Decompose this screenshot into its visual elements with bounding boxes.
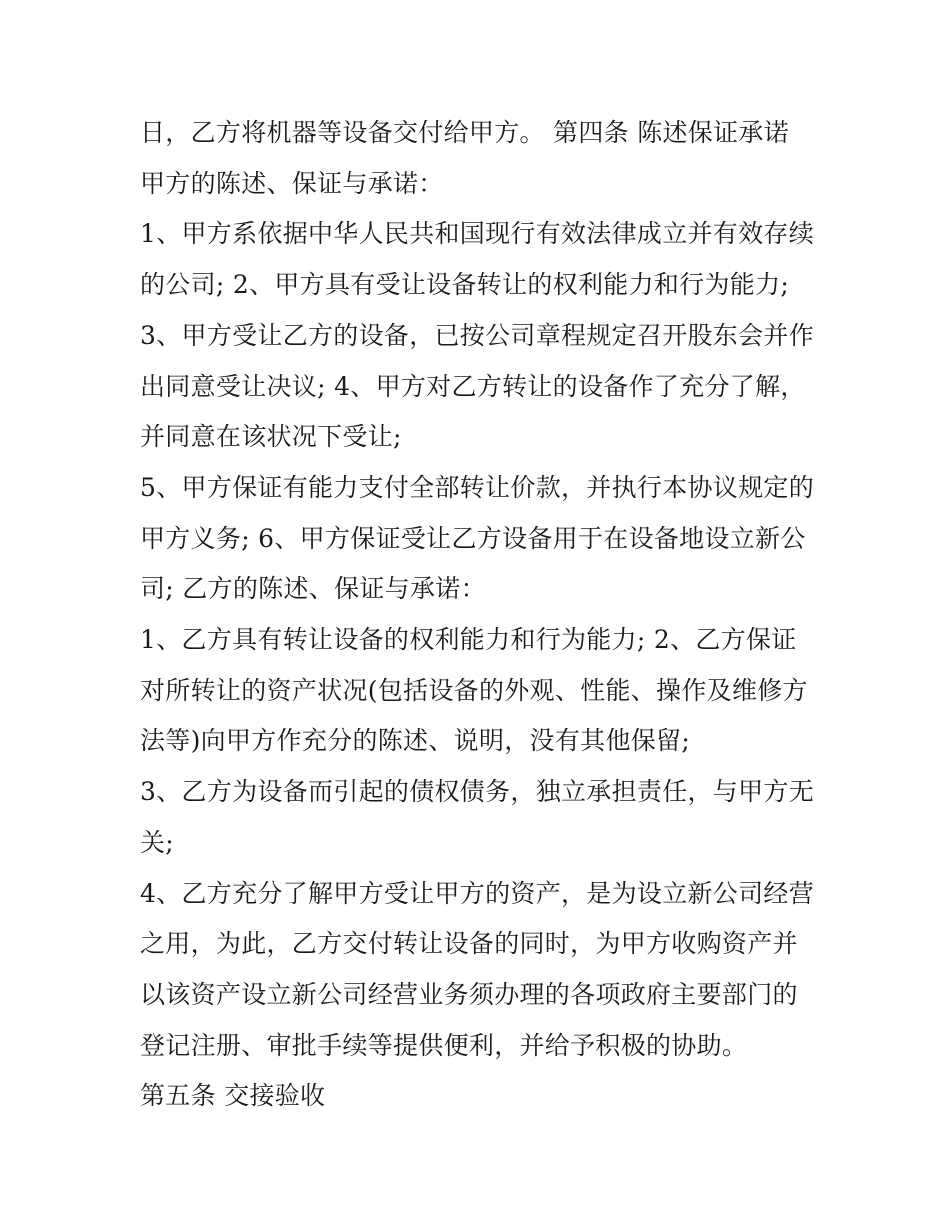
paragraph-article-four-intro: 日，乙方将机器等设备交付给甲方。 第四条 陈述保证承诺 甲方的陈述、保证与承诺： — [140, 118, 789, 198]
paragraph-party-a-item-3-4: 3、甲方受让乙方的设备，已按公司章程规定召开股东会并作出同意受让决议; 4、甲方对乙方转让的设备作了充分了解，并同意在该状况下受让; — [140, 320, 815, 452]
paragraph-party-a-item-5-6: 5、甲方保证有能力支付全部转让价款，并执行本协议规定的甲方义务; 6、甲方保证受让乙方设备用于在设备地设立新公司; 乙方的陈述、保证与承诺： — [140, 472, 815, 604]
paragraph-party-b-item-1-2: 1、乙方具有转让设备的权利能力和行为能力; 2、乙方保证对所转让的资产状况(包括设备的外观、性能、操作及维修方法等)向甲方作充分的陈述、说明，没有其他保留; — [140, 625, 808, 756]
paragraph-party-b-item-3: 3、乙方为设备而引起的债权债务，独立承担责任，与甲方无关; — [140, 777, 815, 857]
paragraph-party-b-item-4: 4、乙方充分了解甲方受让甲方的资产，是为设立新公司经营之用，为此，乙方交付转让设备的同时，为甲方收购资产并以该资产设立新公司经营业务须办理的各项政府主要部门的登记注册、审批手续等提供便利，并给予积极的协助。 — [140, 878, 815, 1060]
heading-article-five: 第五条 交接验收 — [140, 1081, 326, 1111]
paragraph-party-a-item-1-2: 1、甲方系依据中华人民共和国现行有效法律成立并有效存续的公司; 2、甲方具有受让设备转让的权利能力和行为能力; — [140, 219, 815, 300]
document-body — [140, 108, 820, 1122]
